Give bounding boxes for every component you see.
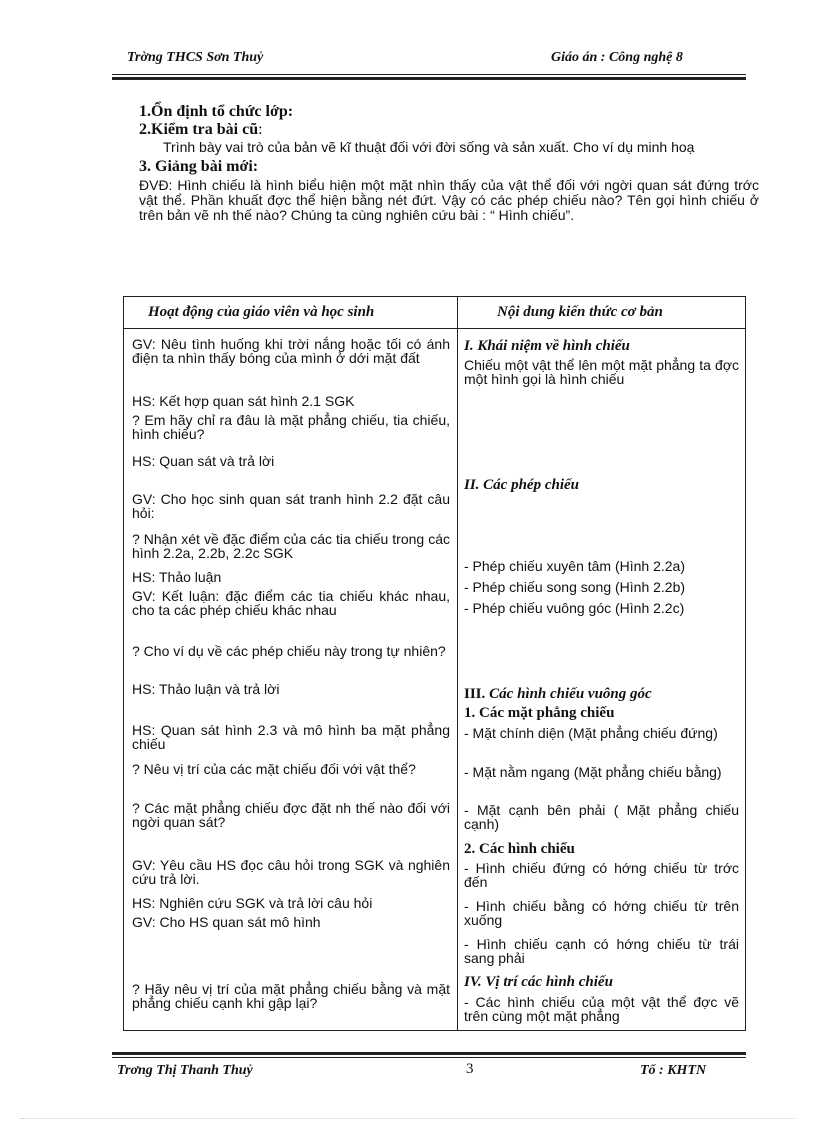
section-concept-heading: I. Khái niệm về hình chiếu	[464, 338, 630, 354]
activity-item: HS: Thảo luận	[132, 569, 222, 585]
footer-teacher: Trơng Thị Thanh Thuỷ	[117, 1063, 253, 1078]
activity-item: GV: Kết luận: đặc điểm các tia chiếu khác nhau, cho ta các phép chiếu khác nhau	[132, 588, 450, 618]
activity-item: HS: Quan sát và trả lời	[132, 453, 275, 469]
activity-item: GV: Nêu tình huống khi trời nắng hoặc tối có ánh điện ta nhìn thấy bóng của mình ở dới mặt đất	[132, 336, 450, 366]
footer-rule-thick	[112, 1052, 746, 1055]
activity-item: ? Hãy nêu vị trí của mặt phẳng chiếu bằng và mặt phẳng chiếu cạnh khi gập lại?	[132, 981, 450, 1011]
review-question: Trình bày vai trò của bản vẽ kĩ thuật đối với đời sống và sản xuất. Cho ví dụ minh hoạ	[163, 139, 695, 155]
page-number: 3	[466, 1061, 474, 1077]
activity-item: HS: Quan sát hình 2.3 và mô hình ba mặt phẳng chiếu	[132, 722, 450, 752]
lesson-intro	[139, 103, 759, 223]
view-item: - Hình chiếu cạnh có hớng chiếu từ trái sang phải	[464, 936, 739, 966]
header-divider	[124, 328, 745, 329]
heading-class-organization: 1.Ổn định tổ chức lớp:	[139, 103, 294, 120]
problem-statement: ĐVĐ: Hình chiếu là hình biểu hiện một mặt nhìn thấy của vật thể đối với ngời quan sát đứng trớc vật thể. Phần khuất đợc thể hiện bằng nét đứt. Vậy có các phép chiếu nào? Tên gọi hình chiếu ở trên bản vẽ nh thế nào? Chúng ta cùng nghiên cứu bài : “ Hình chiếu”.	[139, 177, 759, 223]
section-positions-heading: IV. Vị trí các hình chiếu	[464, 974, 613, 990]
subsection-planes-heading: 1. Các mặt phẳng chiếu	[464, 705, 615, 721]
col-activities-header: Hoạt động của giáo viên và học sinh	[148, 304, 375, 320]
footer-department: Tổ : KHTN	[640, 1063, 707, 1078]
activity-item: GV: Cho học sinh quan sát tranh hình 2.2 đặt câu hỏi:	[132, 491, 450, 521]
header-subject: Giáo án : Công nghệ 8	[551, 50, 683, 65]
header-school: Trờng THCS Sơn Thuỷ	[127, 50, 264, 65]
projection-item: - Phép chiếu song song (Hình 2.2b)	[464, 579, 686, 595]
header-rule-thick	[112, 77, 746, 80]
section-orthographic-heading: III. Các hình chiếu vuông góc	[464, 686, 652, 702]
heading-new-lesson: 3. Giảng bài mới:	[139, 158, 259, 175]
subsection-views-heading: 2. Các hình chiếu	[464, 841, 575, 857]
page-bottom-dotted-line	[20, 1118, 796, 1119]
activity-item: GV: Cho HS quan sát mô hình	[132, 914, 321, 930]
footer-rule-thin	[112, 1057, 746, 1058]
plane-item: - Mặt nằm ngang (Mặt phẳng chiếu bằng)	[464, 764, 722, 780]
projection-item: - Phép chiếu vuông góc (Hình 2.2c)	[464, 600, 685, 616]
view-item: - Hình chiếu bằng có hớng chiếu từ trên xuống	[464, 898, 739, 928]
activity-item: HS: Kết hợp quan sát hình 2.1 SGK	[132, 393, 355, 409]
activity-item: ? Cho ví dụ về các phép chiếu này trong tự nhiên?	[132, 643, 446, 659]
activity-item: ? Nêu vị trí của các mặt chiếu đối với vật thể?	[132, 761, 416, 777]
activity-item: ? Các mặt phẳng chiếu đợc đặt nh thế nào đối với ngời quan sát?	[132, 800, 450, 830]
projection-item: - Phép chiếu xuyên tâm (Hình 2.2a)	[464, 558, 686, 574]
header-rule-thin	[112, 74, 746, 75]
column-divider	[457, 297, 458, 1030]
section-positions-text: - Các hình chiếu của một vật thể đợc vẽ trên cùng một mặt phẳng	[464, 994, 739, 1024]
activity-item: ? Em hãy chỉ ra đâu là mặt phẳng chiếu, tia chiếu, hình chiếu?	[132, 412, 450, 442]
col-content-header: Nội dung kiến thức cơ bản	[497, 304, 663, 320]
activity-item: GV: Yêu cầu HS đọc câu hỏi trong SGK và nghiên cứu trả lời.	[132, 857, 450, 887]
heading-old-lesson-check: 2.Kiểm tra bài cũ:	[139, 121, 263, 138]
activity-item: HS: Thảo luận và trả lời	[132, 681, 280, 697]
lesson-table	[123, 296, 746, 1031]
activity-item: HS: Nghiên cứu SGK và trả lời câu hỏi	[132, 895, 373, 911]
section-concept-text: Chiếu một vật thể lên một mặt phẳng ta đợc một hình gọi là hình chiếu	[464, 357, 739, 387]
section-projections-heading: II. Các phép chiếu	[464, 477, 580, 493]
view-item: - Hình chiếu đứng có hớng chiếu từ trớc đến	[464, 860, 739, 890]
plane-item: - Mặt chính diện (Mặt phẳng chiếu đứng)	[464, 725, 718, 741]
plane-item: - Mặt cạnh bên phải ( Mặt phẳng chiếu cạnh)	[464, 802, 739, 832]
activity-item: ? Nhận xét về đặc điểm của các tia chiếu trong các hình 2.2a, 2.2b, 2.2c SGK	[132, 531, 450, 561]
